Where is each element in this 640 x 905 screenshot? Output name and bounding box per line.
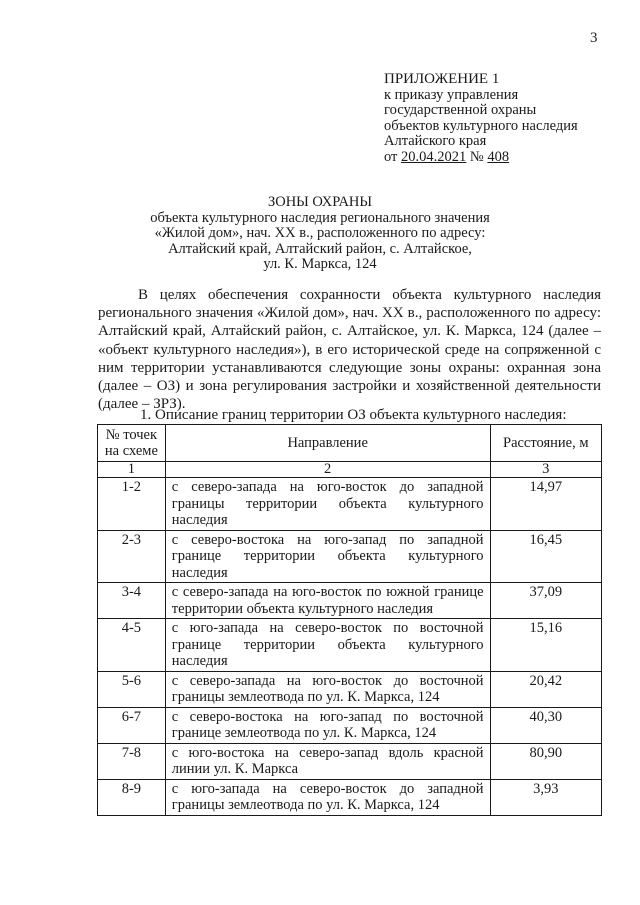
cell-points: 7-8 xyxy=(98,743,166,779)
order-from: от xyxy=(384,148,398,165)
title-line: ул. К. Маркса, 124 xyxy=(263,256,377,272)
header-points-line1: № точек xyxy=(105,427,158,443)
column-number-row xyxy=(98,462,602,478)
table-row xyxy=(98,743,602,779)
appendix-order-line xyxy=(384,150,624,166)
header-points xyxy=(98,425,166,462)
table-row xyxy=(98,707,602,743)
cell-points: 4-5 xyxy=(98,619,166,672)
title-line: объекта культурного наследия регионального значения xyxy=(150,209,490,226)
order-date: 20.04.2021 xyxy=(401,148,467,165)
table-header-row xyxy=(98,425,602,462)
boundary-table xyxy=(97,424,602,816)
title-line: «Жилой дом», нач. XX в., расположенного по адресу: xyxy=(154,225,486,241)
column-number: 3 xyxy=(490,462,601,478)
column-number: 1 xyxy=(98,462,166,478)
title-line: Алтайский край, Алтайский район, с. Алтайское, xyxy=(168,240,472,257)
cell-points: 3-4 xyxy=(98,583,166,619)
table-row xyxy=(98,671,602,707)
cell-direction: с северо-запада на юго-восток до восточной границы землеотвода по ул. К. Маркса, 124 xyxy=(165,671,490,707)
table-row xyxy=(98,779,602,815)
cell-distance: 40,30 xyxy=(490,707,601,743)
table-row xyxy=(98,583,602,619)
cell-points: 5-6 xyxy=(98,671,166,707)
cell-distance: 14,97 xyxy=(490,478,601,531)
header-distance: Расстояние, м xyxy=(490,425,601,462)
cell-distance: 37,09 xyxy=(490,583,601,619)
table-row xyxy=(98,619,602,672)
appendix-line: Алтайского края xyxy=(384,133,487,149)
title-line: ЗОНЫ ОХРАНЫ xyxy=(267,194,373,210)
cell-points: 8-9 xyxy=(98,779,166,815)
cell-distance: 20,42 xyxy=(490,671,601,707)
cell-direction: с северо-запада на юго-восток до западной границы территории объекта культурного наследия xyxy=(165,478,490,531)
header-direction: Направление xyxy=(165,425,490,462)
cell-distance: 3,93 xyxy=(490,779,601,815)
page-number: 3 xyxy=(590,30,598,46)
cell-direction: с северо-востока на юго-запад по восточной границе землеотвода по ул. К. Маркса, 124 xyxy=(165,707,490,743)
cell-distance: 80,90 xyxy=(490,743,601,779)
cell-direction: с северо-запада на юго-восток по южной границе территории объекта культурного наследия xyxy=(165,583,490,619)
table-row xyxy=(98,530,602,583)
order-number-sign: № xyxy=(469,148,484,165)
cell-distance: 16,45 xyxy=(490,530,601,583)
cell-direction: с юго-запада на северо-восток по восточной границе территории объекта культурного наследия xyxy=(165,619,490,672)
cell-points: 1-2 xyxy=(98,478,166,531)
cell-distance: 15,16 xyxy=(490,619,601,672)
intro-text: В целях обеспечения сохранности объекта культурного наследия регионального значения «Жилой дом», нач. XX в., расположенного по адресу: Алтайский край, Алтайский район, с. Алтайское, ул. К. Маркса, 124 (далее – «объект культурного наследия»), в его исторической среде на сопряженной с ним территории устанавливаются следующие зоны охраны: охранная зона (далее – ОЗ) и зона регулирования застройки и хозяйственной деятельности (далее – ЗРЗ). xyxy=(98,287,601,413)
section-title: 1. Описание границ территории ОЗ объекта культурного наследия: xyxy=(140,407,567,423)
appendix-line: объектов культурного наследия xyxy=(384,117,578,134)
cell-points: 6-7 xyxy=(98,707,166,743)
order-number: 408 xyxy=(487,148,510,165)
cell-direction: с юго-запада на северо-восток до западной границы землеотвода по ул. К. Маркса, 124 xyxy=(165,779,490,815)
table-row xyxy=(98,478,602,531)
intro-paragraph xyxy=(98,286,601,413)
appendix-block xyxy=(384,72,624,165)
appendix-heading: ПРИЛОЖЕНИЕ 1 xyxy=(384,71,500,87)
appendix-line: к приказу управления xyxy=(384,86,519,103)
document-title xyxy=(150,195,490,273)
column-number: 2 xyxy=(165,462,490,478)
cell-direction: с северо-востока на юго-запад по западной границе территории объекта культурного наследия xyxy=(165,530,490,583)
table-body xyxy=(98,478,602,816)
cell-direction: с юго-востока на северо-запад вдоль красной линии ул. К. Маркса xyxy=(165,743,490,779)
cell-points: 2-3 xyxy=(98,530,166,583)
appendix-line: государственной охраны xyxy=(384,102,537,118)
header-points-line2: на схеме xyxy=(104,443,158,459)
